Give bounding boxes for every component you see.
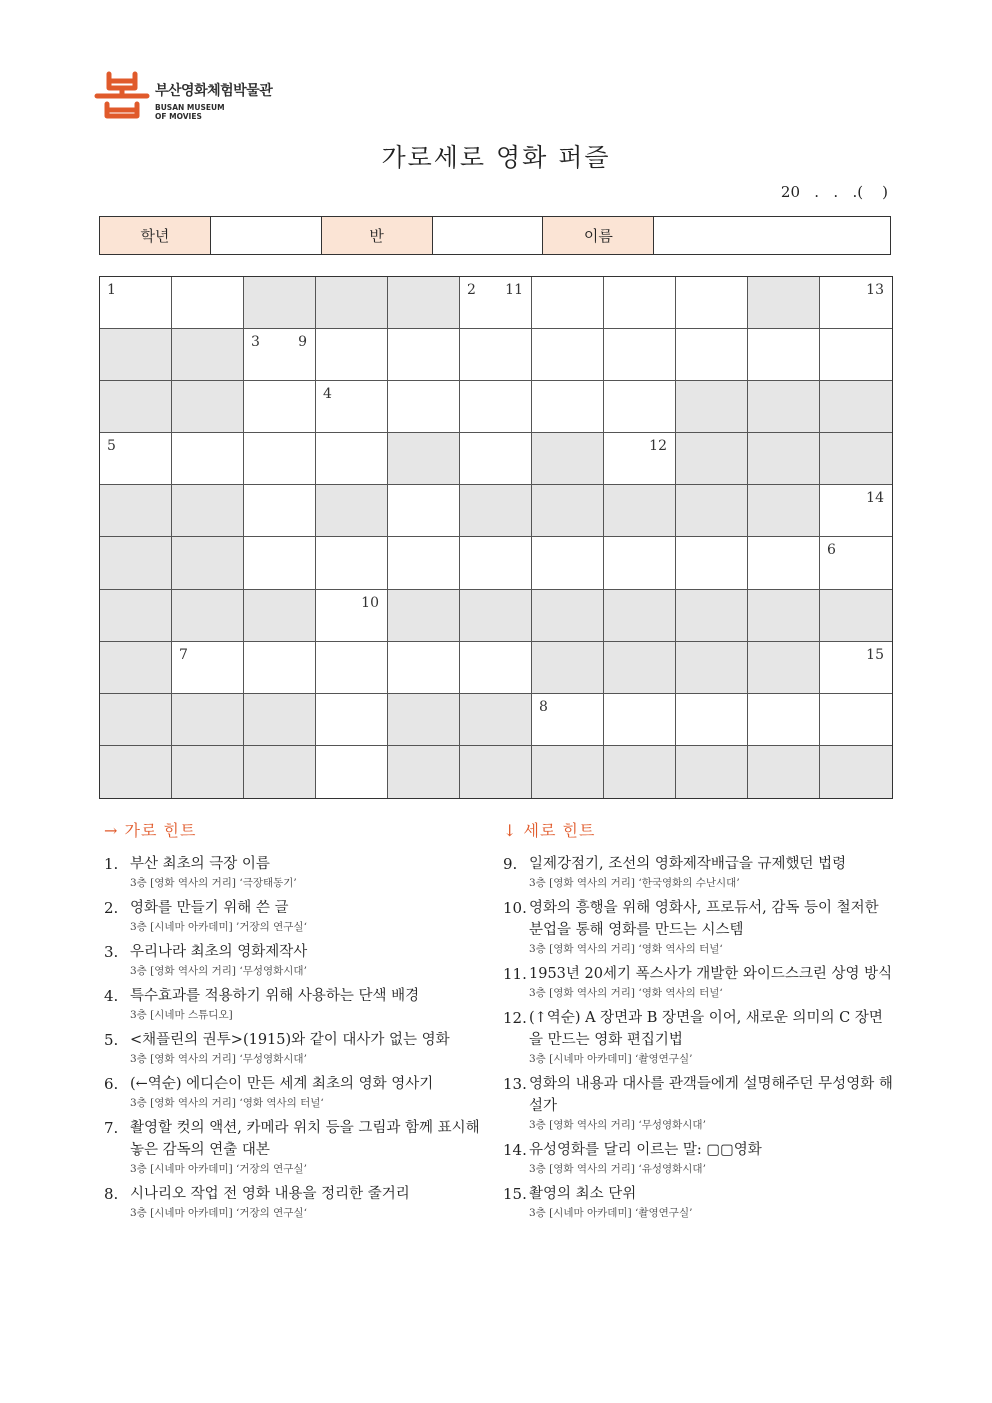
clue-number: 3: [251, 334, 260, 351]
clue-text: 일제강점기, 조선의 영화제작배급을 규제했던 법령: [529, 856, 847, 872]
across-hints: [104, 818, 484, 1227]
puzzle-cell[interactable]: [604, 433, 676, 485]
blocked-cell: [100, 381, 172, 433]
museum-logo: [93, 70, 293, 122]
puzzle-cell[interactable]: [316, 642, 388, 694]
puzzle-cell[interactable]: [388, 329, 460, 381]
clue-text: 영화의 내용과 대사를 관객들에게 설명해주던 무성영화 해설가: [529, 1076, 893, 1114]
clue-source: 3층 [시네마 아카데미] ‘촬영연구실’: [529, 1053, 693, 1065]
clue-source: 3층 [시네마 아카데미] ‘거장의 연구실’: [130, 1163, 307, 1175]
clue-source: 3층 [영화 역사의 거리] ‘무성영화시대’: [529, 1119, 706, 1131]
clue-text: 우리나라 최초의 영화제작사: [130, 944, 308, 960]
clue-number-label: 5.: [104, 1031, 119, 1049]
logo-korean-name: 부산영화체험박물관: [155, 83, 273, 99]
blocked-cell: [676, 485, 748, 537]
clue-number: 14: [866, 490, 884, 507]
puzzle-cell[interactable]: [244, 381, 316, 433]
blocked-cell: [100, 746, 172, 798]
clue-number: 15: [866, 646, 884, 663]
blocked-cell: [532, 746, 604, 798]
across-clue: [104, 1073, 484, 1111]
puzzle-cell[interactable]: [532, 381, 604, 433]
blocked-cell: [676, 433, 748, 485]
clue-source: 3층 [영화 역사의 거리] ‘영화 역사의 터널‘: [529, 943, 723, 955]
clue-source: 3층 [영화 역사의 거리] ‘유성영화시대’: [529, 1163, 706, 1175]
blocked-cell: [100, 590, 172, 642]
clue-text: 1953년 20세기 폭스사가 개발한 와이드스크린 상영 방식: [529, 966, 893, 982]
puzzle-cell[interactable]: [604, 537, 676, 589]
blocked-cell: [244, 590, 316, 642]
clue-number-label: 3.: [104, 943, 119, 961]
blocked-cell: [676, 381, 748, 433]
clue-number: 4: [323, 386, 332, 403]
clue-number-label: 15.: [503, 1185, 527, 1203]
puzzle-cell[interactable]: [316, 537, 388, 589]
blocked-cell: [748, 381, 820, 433]
across-clue: [104, 853, 484, 891]
clue-number-label: 13.: [503, 1075, 527, 1093]
crossword-grid: [99, 276, 893, 799]
clue-number-label: 7.: [104, 1119, 119, 1137]
clue-source: 3층 [시네마 아카데미] ’거장의 연구실‘: [130, 921, 307, 933]
puzzle-cell[interactable]: [172, 642, 244, 694]
clue-number-label: 12.: [503, 1009, 527, 1027]
blocked-cell: [244, 746, 316, 798]
clue-number-label: 10.: [503, 899, 527, 917]
blocked-cell: [820, 746, 892, 798]
date-field: 20 . . .( ): [780, 183, 888, 201]
puzzle-cell[interactable]: [244, 485, 316, 537]
clue-source: 3층 [영화 역사의 거리] ‘영화 역사의 터널‘: [130, 1097, 324, 1109]
blocked-cell: [100, 537, 172, 589]
blocked-cell: [748, 485, 820, 537]
clue-number: 6: [827, 542, 836, 559]
clue-text: 촬영의 최소 단위: [529, 1186, 637, 1202]
class-label: 반: [322, 217, 433, 254]
clue-number: 9: [298, 334, 307, 351]
clue-number: 1: [107, 282, 116, 298]
logo-english-name-line1: BUSAN MUSEUM: [155, 103, 225, 112]
blocked-cell: [172, 329, 244, 381]
blocked-cell: [172, 381, 244, 433]
blocked-cell: [172, 694, 244, 746]
clue-number: 11: [505, 282, 523, 298]
puzzle-cell[interactable]: [532, 329, 604, 381]
blocked-cell: [532, 433, 604, 485]
down-clue: [503, 1007, 893, 1067]
blocked-cell: [532, 642, 604, 694]
puzzle-cell[interactable]: [820, 642, 892, 694]
puzzle-cell[interactable]: [388, 642, 460, 694]
puzzle-cell[interactable]: [604, 381, 676, 433]
blocked-cell: [748, 642, 820, 694]
clue-number: 13: [866, 282, 884, 298]
clue-number: 2: [467, 282, 476, 298]
down-clue: [503, 897, 893, 957]
blocked-cell: [748, 746, 820, 798]
puzzle-cell[interactable]: [316, 329, 388, 381]
puzzle-cell[interactable]: [316, 746, 388, 798]
blocked-cell: [676, 746, 748, 798]
puzzle-cell[interactable]: [532, 537, 604, 589]
class-field[interactable]: [433, 217, 544, 254]
clue-number-label: 6.: [104, 1075, 119, 1093]
puzzle-cell[interactable]: [604, 277, 676, 329]
puzzle-cell[interactable]: [316, 381, 388, 433]
puzzle-cell[interactable]: [460, 642, 532, 694]
down-clue: [503, 853, 893, 891]
blocked-cell: [460, 590, 532, 642]
puzzle-cell[interactable]: [388, 485, 460, 537]
blocked-cell: [100, 329, 172, 381]
blocked-cell: [604, 485, 676, 537]
blocked-cell: [820, 381, 892, 433]
puzzle-cell[interactable]: [244, 433, 316, 485]
blocked-cell: [460, 694, 532, 746]
clue-number-label: 1.: [104, 855, 119, 873]
blocked-cell: [532, 485, 604, 537]
down-hints-heading: ↓ 세로 힌트: [503, 821, 596, 840]
grade-label: 학년: [100, 217, 211, 254]
puzzle-cell[interactable]: [316, 694, 388, 746]
clue-number: 7: [179, 646, 188, 663]
clue-number: 8: [539, 698, 548, 715]
down-clue: [503, 1073, 893, 1133]
grade-field[interactable]: [211, 217, 322, 254]
clue-source: 3층 [시네마 아카데미] ‘거장의 연구실‘: [130, 1207, 307, 1219]
puzzle-cell[interactable]: [460, 537, 532, 589]
clue-number-label: 9.: [503, 855, 518, 873]
clue-source: 3층 [영화 역사의 거리] ‘무성영화시대’: [130, 965, 307, 977]
puzzle-cell[interactable]: [460, 433, 532, 485]
puzzle-cell[interactable]: [100, 433, 172, 485]
puzzle-cell[interactable]: [676, 329, 748, 381]
blocked-cell: [172, 746, 244, 798]
blocked-cell: [820, 433, 892, 485]
clue-source: 3층 [시네마 스튜디오]: [130, 1009, 233, 1021]
puzzle-cell[interactable]: [388, 381, 460, 433]
puzzle-cell[interactable]: [604, 329, 676, 381]
student-info-table: [99, 216, 891, 255]
clue-number-label: 2.: [104, 899, 119, 917]
blocked-cell: [244, 694, 316, 746]
clue-text: (←역순) 에디슨이 만든 세계 최초의 영화 영사기: [130, 1076, 434, 1092]
clue-source: 3층 [영화 역사의 거리] ‘극장태동기’: [130, 877, 297, 889]
blocked-cell: [244, 277, 316, 329]
clue-text: 특수효과를 적용하기 위해 사용하는 단색 배경: [130, 988, 420, 1004]
blocked-cell: [172, 537, 244, 589]
clue-number-label: 4.: [104, 987, 119, 1005]
across-clue: [104, 1183, 484, 1221]
clue-number: 12: [649, 438, 667, 455]
blocked-cell: [820, 590, 892, 642]
puzzle-cell[interactable]: [748, 694, 820, 746]
name-field[interactable]: [654, 217, 890, 254]
puzzle-cell[interactable]: [820, 329, 892, 381]
clue-source: 3층 [영화 역사의 거리] ‘영화 역사의 터널‘: [529, 987, 723, 999]
blocked-cell: [388, 694, 460, 746]
blocked-cell: [172, 485, 244, 537]
puzzle-cell[interactable]: [244, 329, 316, 381]
blocked-cell: [460, 485, 532, 537]
across-hints-heading: → 가로 힌트: [104, 821, 197, 840]
puzzle-cell[interactable]: [532, 694, 604, 746]
blocked-cell: [388, 746, 460, 798]
down-clue: [503, 1139, 893, 1177]
puzzle-cell[interactable]: [820, 537, 892, 589]
down-clue: [503, 963, 893, 1001]
blocked-cell: [748, 433, 820, 485]
blocked-cell: [460, 746, 532, 798]
clue-text: 영화의 흥행을 위해 영화사, 프로듀서, 감독 등이 철저한 분업을 통해 영화를 만드는 시스템: [529, 900, 879, 938]
puzzle-cell[interactable]: [676, 537, 748, 589]
blocked-cell: [100, 485, 172, 537]
logo-english-name-line2: OF MOVIES: [155, 112, 202, 121]
clue-text: 유성영화를 달리 이르는 말: ▢▢영화: [529, 1142, 762, 1158]
puzzle-cell[interactable]: [172, 277, 244, 329]
blocked-cell: [748, 590, 820, 642]
down-hints: [503, 818, 893, 1227]
puzzle-cell[interactable]: [388, 537, 460, 589]
blocked-cell: [316, 485, 388, 537]
blocked-cell: [100, 642, 172, 694]
puzzle-cell[interactable]: [748, 537, 820, 589]
puzzle-cell[interactable]: [820, 485, 892, 537]
clue-text: <채플린의 권투>(1915)와 같이 대사가 없는 영화: [130, 1032, 450, 1048]
blocked-cell: [604, 590, 676, 642]
down-clue: [503, 1183, 893, 1221]
puzzle-cell[interactable]: [604, 694, 676, 746]
across-clue: [104, 897, 484, 935]
clue-text: 영화를 만들기 위해 쓴 글: [130, 900, 289, 916]
clue-number-label: 14.: [503, 1141, 527, 1159]
puzzle-cell[interactable]: [820, 694, 892, 746]
puzzle-cell[interactable]: [316, 590, 388, 642]
clue-number-label: 11.: [503, 965, 527, 983]
across-clue: [104, 985, 484, 1023]
blocked-cell: [604, 642, 676, 694]
across-clue: [104, 1029, 484, 1067]
blocked-cell: [172, 590, 244, 642]
blocked-cell: [388, 277, 460, 329]
puzzle-cell[interactable]: [676, 277, 748, 329]
blocked-cell: [316, 277, 388, 329]
puzzle-cell[interactable]: [820, 277, 892, 329]
blocked-cell: [388, 433, 460, 485]
clue-text: 촬영할 컷의 액션, 카메라 위치 등을 그림과 함께 표시해놓은 감독의 연출 대본: [130, 1120, 480, 1158]
puzzle-cell[interactable]: [532, 277, 604, 329]
blocked-cell: [388, 590, 460, 642]
blocked-cell: [676, 590, 748, 642]
clue-source: 3층 [시네마 아카데미] ‘촬영연구실’: [529, 1207, 693, 1219]
puzzle-cell[interactable]: [748, 329, 820, 381]
puzzle-cell[interactable]: [244, 642, 316, 694]
blocked-cell: [676, 642, 748, 694]
puzzle-cell[interactable]: [100, 277, 172, 329]
puzzle-cell[interactable]: [460, 277, 532, 329]
across-clue: [104, 1117, 484, 1177]
clue-number-label: 8.: [104, 1185, 119, 1203]
puzzle-cell[interactable]: [172, 433, 244, 485]
clue-text: 시나리오 작업 전 영화 내용을 정리한 줄거리: [130, 1186, 410, 1202]
clue-number: 5: [107, 438, 116, 455]
blocked-cell: [100, 694, 172, 746]
clue-number: 10: [361, 594, 379, 611]
clue-text: 부산 최초의 극장 이름: [130, 856, 270, 872]
across-clue: [104, 941, 484, 979]
page-title: 가로세로 영화 퍼즐: [381, 143, 611, 172]
clue-source: 3층 [영화 역사의 거리] ‘한국영화의 수난시대’: [529, 877, 740, 889]
puzzle-cell[interactable]: [316, 433, 388, 485]
puzzle-cell[interactable]: [244, 537, 316, 589]
blocked-cell: [748, 277, 820, 329]
blocked-cell: [604, 746, 676, 798]
clue-text: (↑역순) A 장면과 B 장면을 이어, 새로운 의미의 C 장면을 만드는 영화 편집기법: [529, 1010, 883, 1048]
museum-logo-icon: [93, 70, 151, 122]
name-label: 이름: [543, 217, 654, 254]
puzzle-cell[interactable]: [460, 381, 532, 433]
blocked-cell: [532, 590, 604, 642]
puzzle-cell[interactable]: [676, 694, 748, 746]
puzzle-cell[interactable]: [460, 329, 532, 381]
clue-source: 3층 [영화 역사의 거리] ‘무성영화시대’: [130, 1053, 307, 1065]
